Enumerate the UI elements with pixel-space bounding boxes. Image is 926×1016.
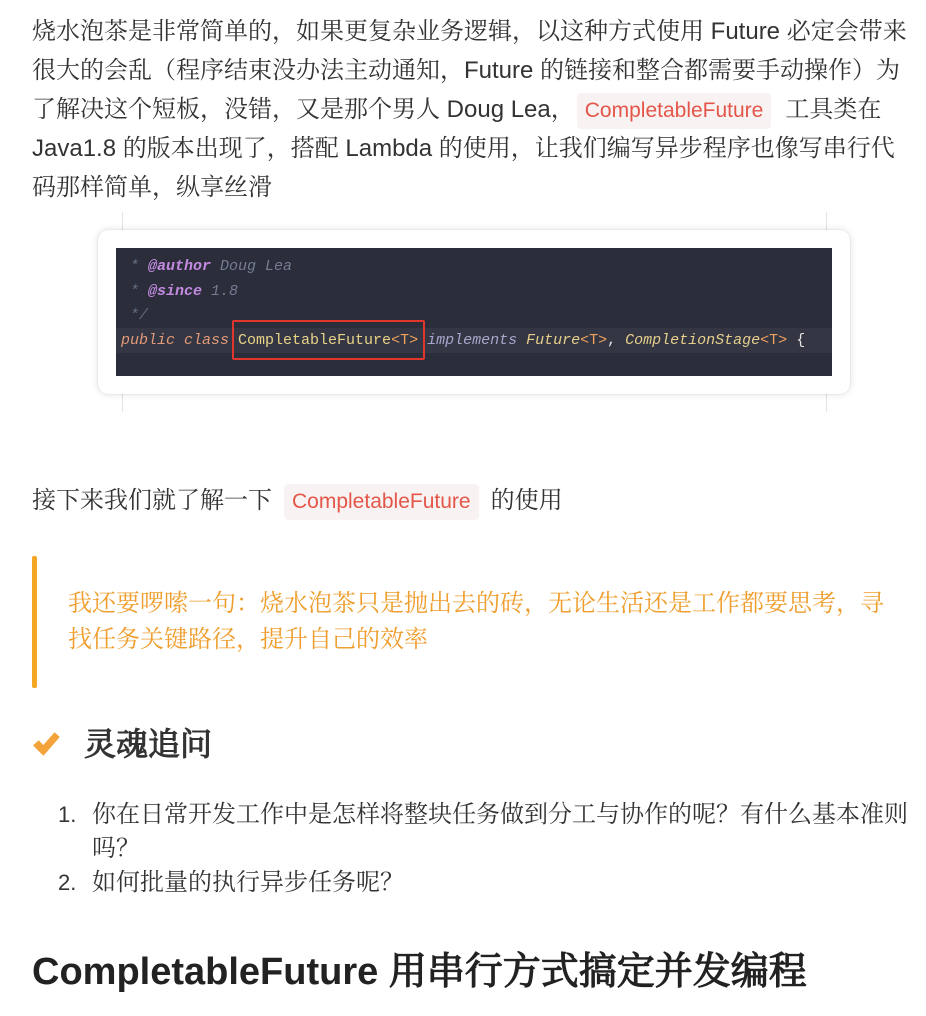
javadoc-value: Doug Lea [220, 258, 293, 275]
code-line-class-declaration [121, 329, 832, 354]
section-heading [32, 724, 432, 764]
intro-line-5: 码那样简单，纵享丝滑 [32, 174, 272, 201]
callout-accent-bar [32, 556, 37, 688]
code-generic: <T> [391, 331, 419, 349]
questions-list [58, 798, 914, 900]
intro-line-2: 很大的会乱（程序结束没办法主动通知，Future 的链接和整合都需要手动操作）为 [32, 57, 901, 84]
code-line [121, 255, 832, 280]
code-comma: , [607, 331, 617, 349]
intro-line-3 [32, 90, 907, 129]
callout-quote [32, 556, 894, 688]
code-generic: <T> [760, 331, 788, 349]
highlight-box [232, 320, 425, 360]
callout-text: 我还要啰嗦一句：烧水泡茶只是抛出去的砖，无论生活还是工作都要思考，寻找任务关键路径，提升自己的效率 [68, 590, 884, 653]
intro-line-4: Java1.8 的版本出现了，搭配 Lambda 的使用，让我们编写异步程序也像写串行代 [32, 135, 895, 162]
javadoc-value: 1.8 [211, 282, 239, 300]
code-interface: Future [526, 331, 581, 349]
usage-paragraph [32, 481, 563, 520]
list-item-text: 你在日常开发工作中是怎样将整块任务做到分工与协作的呢？有什么基本准则吗？ [92, 801, 908, 862]
list-item [58, 798, 914, 866]
intro-paragraph [32, 12, 907, 207]
list-item-number: 1. [58, 802, 77, 827]
intro-line-3-text-after: 工具类在 [785, 96, 882, 123]
comment-star: * [130, 258, 140, 275]
intro-line-3-text: 了解决这个短板，没错，又是那个男人 Doug Lea， [32, 96, 575, 123]
list-item-text: 如何批量的执行异步任务呢？ [92, 869, 404, 896]
comment-end: */ [130, 307, 149, 324]
list-item-number: 2. [58, 870, 77, 895]
code-line [121, 280, 832, 305]
code-screenshot [98, 230, 850, 394]
comment-star: * [130, 282, 140, 300]
code-class-name: CompletableFuture [238, 331, 392, 349]
code-interface: CompletionStage [625, 331, 761, 349]
intro-line-1: 烧水泡茶是非常简单的，如果更复杂业务逻辑，以这种方式使用 Future 必定会带来 [32, 18, 907, 45]
code-modifiers: public class [121, 331, 230, 349]
code-implements-keyword: implements [427, 331, 518, 349]
inline-code-completablefuture: CompletableFuture [577, 93, 772, 129]
usage-text: 接下来我们就了解一下 [32, 487, 272, 514]
code-brace: { [796, 331, 806, 349]
list-item [58, 866, 914, 900]
inline-code-completablefuture: CompletableFuture [284, 484, 479, 520]
javadoc-tag: @author [148, 258, 212, 275]
code-block [116, 248, 832, 376]
code-line [121, 304, 832, 329]
section-title: CompletableFuture 用串行方式搞定并发编程 [32, 951, 807, 993]
javadoc-tag: @since [148, 282, 203, 300]
section-heading-title: 灵魂追问 [84, 726, 213, 762]
check-mark-icon [32, 730, 60, 758]
usage-text-after: 的使用 [490, 487, 563, 514]
code-generic: <T> [580, 331, 608, 349]
